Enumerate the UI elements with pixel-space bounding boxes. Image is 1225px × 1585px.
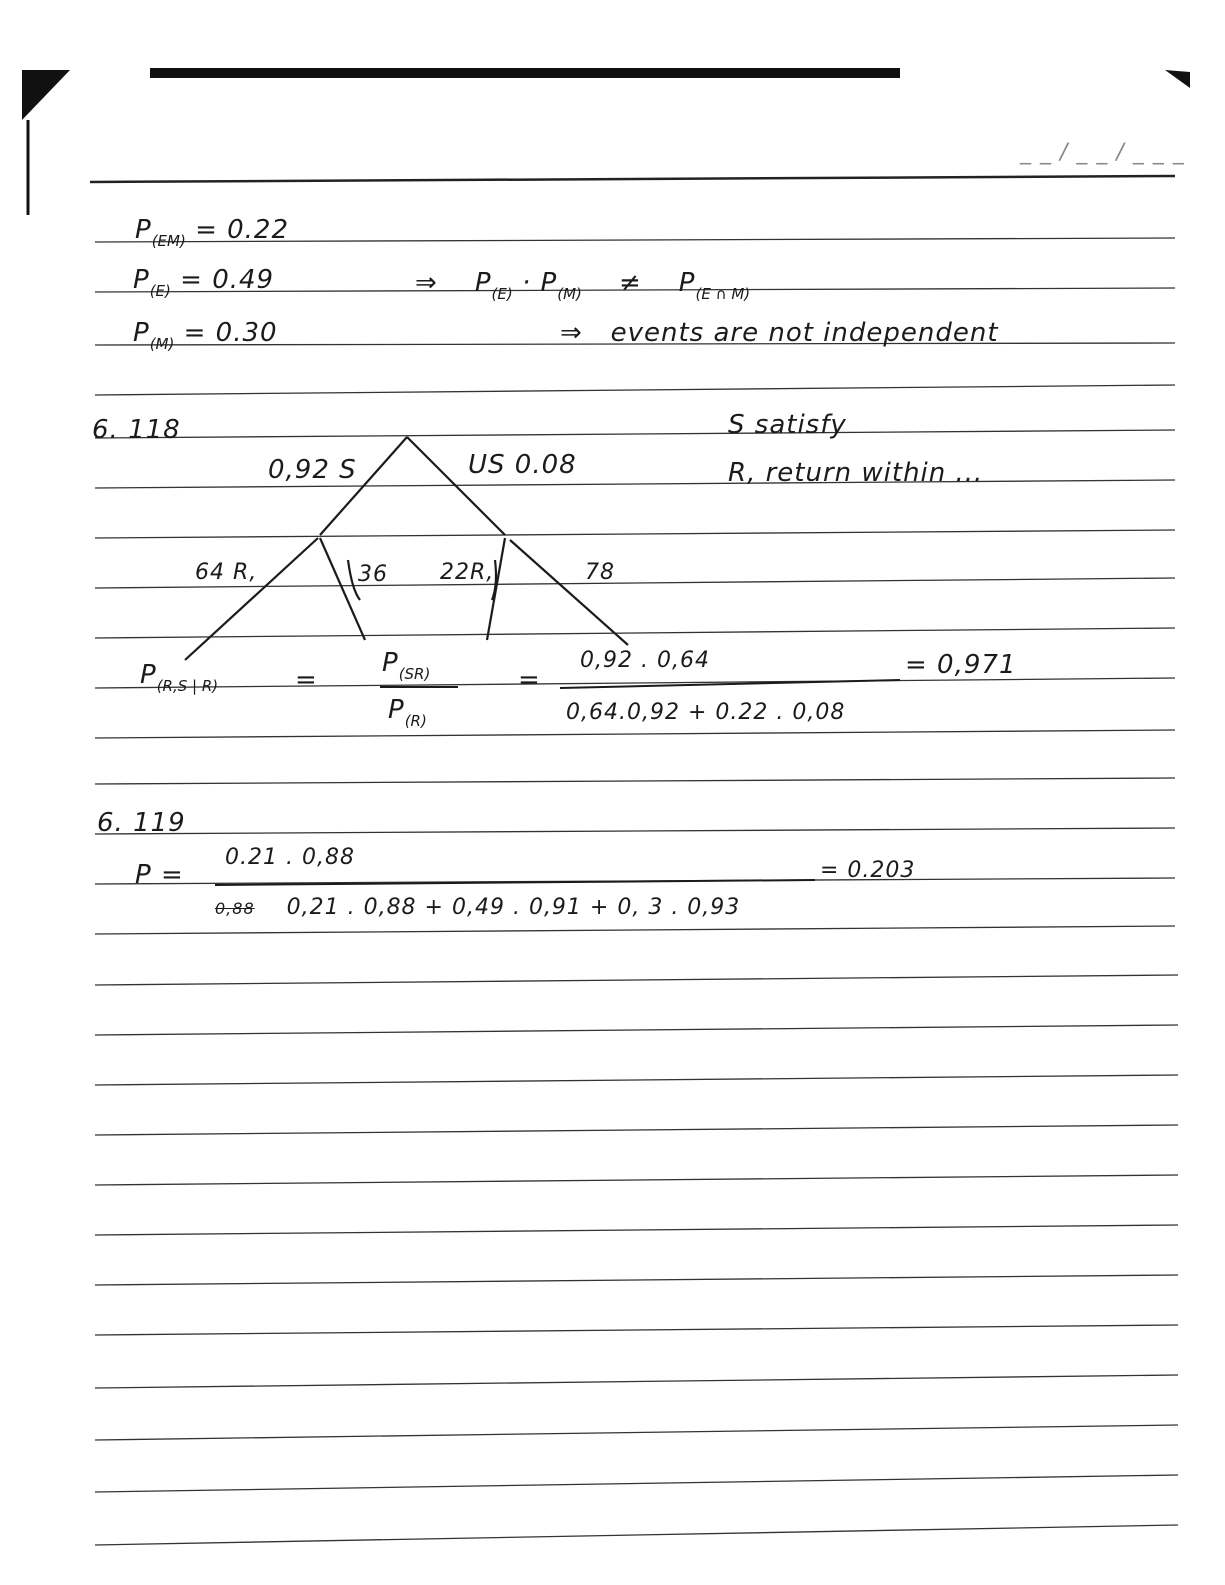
top-edge-shadow	[150, 68, 900, 78]
header-rule	[90, 176, 1175, 182]
p-m-line	[133, 318, 278, 353]
p-em-line	[135, 215, 290, 250]
tree-us-label: US 0.08	[468, 450, 577, 480]
lhs-sub: (R,S | R)	[156, 677, 219, 695]
conclusion-text: events are not independent	[610, 318, 999, 348]
pem-symbol: P	[678, 268, 696, 298]
mid-num-sub: (SR)	[398, 665, 431, 683]
dot-symbol: ·	[522, 268, 532, 298]
p-m-sub: (M)	[149, 335, 175, 353]
tree-r-right: 22R,	[440, 560, 495, 585]
result-119: = 0.203	[820, 858, 916, 883]
pm-symbol: P	[540, 268, 558, 298]
p-em-sub: (EM)	[151, 232, 186, 250]
problem-118-label: 6. 118	[92, 415, 181, 445]
tree-r-left: 64 R,	[195, 560, 258, 585]
lhs-symbol: P	[140, 660, 157, 690]
equals-2: =	[518, 665, 541, 695]
legend-r: R, return within ...	[728, 458, 984, 488]
denominator-119-line	[215, 895, 740, 920]
p-em-symbol: P	[135, 215, 152, 245]
p-m-symbol: P	[133, 318, 150, 348]
problem-119-label: 6. 119	[97, 808, 186, 838]
corner-mark-left	[22, 70, 70, 120]
mid-den-symbol: P	[388, 695, 405, 725]
pem-sub: (E ∩ M)	[695, 285, 751, 303]
legend-s: S satisfy	[728, 410, 847, 440]
independence-check	[415, 268, 751, 303]
p-e-line	[133, 265, 275, 300]
implies-symbol: ⇒	[415, 268, 438, 298]
conclusion-line	[560, 318, 999, 348]
p-m-value: = 0.30	[183, 318, 278, 348]
neq-symbol: ≠	[618, 268, 642, 298]
p-e-sub: (E)	[149, 282, 171, 300]
tree-left-other: 36	[358, 562, 388, 587]
result-118: = 0,971	[905, 650, 1017, 680]
p-e-value: = 0.49	[180, 265, 275, 295]
equals-1: =	[295, 665, 318, 695]
denominator-118: 0,64.0,92 + 0.22 . 0,08	[566, 700, 846, 725]
tree-right-other: 78	[585, 560, 615, 585]
p-e-symbol: P	[133, 265, 150, 295]
numerator-119: 0.21 . 0,88	[225, 845, 355, 870]
mid-den-sub: (R)	[404, 712, 427, 730]
struck-term: 0,88	[215, 899, 255, 918]
denominator-119: 0,21 . 0,88 + 0,49 . 0,91 + 0, 3 . 0,93	[286, 895, 741, 920]
implies-symbol-2: ⇒	[560, 318, 583, 348]
p-em-value: = 0.22	[195, 215, 290, 245]
pe-symbol: P	[474, 268, 492, 298]
mid-numerator	[382, 648, 431, 683]
mid-denominator	[388, 695, 427, 730]
p-equals: P =	[135, 860, 184, 890]
date-marks: _ _ / _ _ / _ _ _	[1020, 140, 1185, 165]
corner-mark-right	[1165, 70, 1190, 88]
pe-sub: (E)	[491, 285, 513, 303]
numerator-118: 0,92 . 0,64	[580, 648, 710, 673]
frac-bar-118	[560, 680, 900, 688]
pm-sub: (M)	[557, 285, 582, 303]
tree-s-label: 0,92 S	[268, 455, 357, 485]
bayes-lhs	[140, 660, 219, 695]
rule-lines	[95, 238, 1178, 1545]
mid-num-symbol: P	[382, 648, 399, 678]
